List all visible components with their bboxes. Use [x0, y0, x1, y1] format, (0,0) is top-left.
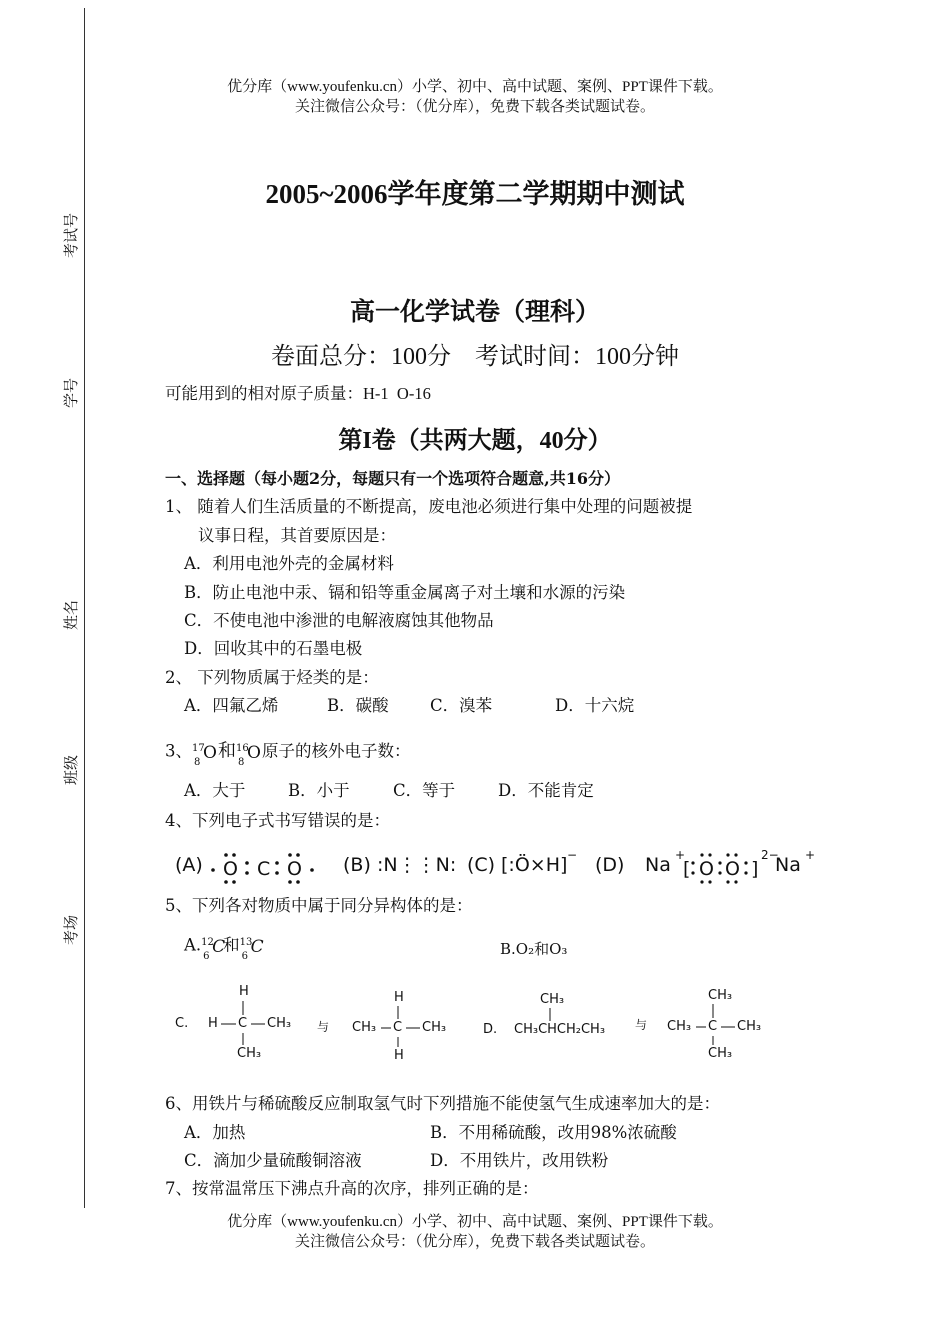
q5-stem: 5、下列各对物质中属于同分异构体的是： [165, 896, 473, 915]
q3-option-d: D．不能肯定 [498, 781, 594, 800]
q1-option-a: A．利用电池外壳的金属材料 [184, 554, 394, 573]
q3-prefix: 3、 [165, 741, 192, 761]
q5-c1-ch3-bottom: CH₃ [237, 1046, 262, 1061]
svg-text:]: ] [751, 858, 759, 880]
q5-d2-ch3-bottom: CH₃ [708, 1046, 733, 1061]
q4-a-label: (A) [175, 854, 203, 876]
q1-stem-line-2: 议事日程，其首要原因是： [198, 526, 396, 545]
isotope-o17: 17 8 O [192, 743, 217, 768]
q4-b-label: (B) [343, 854, 371, 876]
svg-text:O: O [287, 858, 302, 880]
q5-c1-c: C [238, 1016, 248, 1031]
q5-d1-ch3-top: CH₃ [540, 992, 565, 1007]
q5-c2-h-bottom: H [394, 1048, 404, 1063]
q6-option-c: C．滴加少量硫酸铜溶液 [184, 1151, 362, 1170]
q5-d2-ch3-right: CH₃ [737, 1019, 762, 1034]
svg-text:O: O [699, 858, 714, 880]
q1-option-d: D．回收其中的石墨电极 [184, 639, 363, 658]
q4-electron-formulas [175, 848, 815, 888]
q6-option-a: A．加热 [184, 1123, 246, 1142]
name-label: 姓名 [62, 599, 80, 630]
q2-option-d: D．十六烷 [555, 696, 635, 715]
class-label: 班级 [62, 754, 80, 785]
q5-d-label: D. [483, 1022, 498, 1037]
q5-c2-ch3-right: CH₃ [422, 1020, 447, 1035]
q5-d2-bonds [170, 982, 790, 1062]
subtitle: 高一化学试卷（理科） [349, 299, 600, 326]
footer-line-2: 关注微信公众号：（优分库），免费下载各类试题试卷。 [294, 1234, 655, 1250]
q4-d-na-right: Na [775, 854, 801, 876]
q5-option-a: A. 12 6 C 和 13 6 C [184, 935, 264, 962]
isotope-o16: 16 8 O [236, 743, 261, 768]
q4-d-peroxide-structure [683, 848, 761, 888]
q3-conj: 和 [218, 740, 236, 762]
q4-c-formula: [:Ö×H] [501, 854, 568, 876]
q3-option-b: B．小于 [288, 781, 350, 800]
q5-c2-c: C [393, 1020, 403, 1035]
q5-c1-h-top: H [239, 984, 249, 999]
svg-text:C: C [257, 858, 271, 880]
q7-stem: 7、按常温常压下沸点升高的次序，排列正确的是： [165, 1179, 539, 1198]
q4-d-plus-left: + [675, 848, 686, 862]
exam-info: 卷面总分：100分 考试时间：100分钟 [271, 344, 679, 370]
q3-stem-text: 原子的核外电子数： [262, 741, 411, 761]
q5-d1-chain: CH₃CHCH₂CH₃ [514, 1022, 606, 1037]
student-number-label: 学号 [62, 377, 80, 408]
q5-c-label: C. [175, 1016, 189, 1031]
q4-c-label: (C) [467, 854, 496, 876]
q4-stem: 4、下列电子式书写错误的是： [165, 811, 390, 830]
q5-c2-ch3-left: CH₃ [352, 1020, 377, 1035]
q5-d-and: 与 [635, 1018, 648, 1032]
q5-c-and: 与 [317, 1020, 330, 1034]
part-title: 第I卷（共两大题，40分） [338, 428, 612, 454]
header-line-1: 优分库（www.youfenku.cn）小学、初中、高中试题、案例、PPT课件下载。 [227, 79, 723, 95]
q4-d-na-left: Na [645, 854, 671, 876]
svg-text:[: [ [683, 858, 691, 880]
exam-number-label: 考试号 [62, 212, 80, 258]
q2-option-c: C．溴苯 [430, 696, 493, 715]
q3-option-c: C．等于 [393, 781, 456, 800]
q1-option-b: B．防止电池中汞、镉和铅等重金属离子对土壤和水源的污染 [184, 583, 626, 602]
q2-option-b: B．碳酸 [327, 696, 389, 715]
q2-stem: 2、 下列物质属于烃类的是： [165, 668, 379, 687]
q2-option-a: A．四氟乙烯 [184, 696, 279, 715]
q5-d2-c: C [708, 1019, 718, 1034]
q6-option-b: B．不用稀硫酸，改用98%浓硫酸 [430, 1123, 677, 1142]
q4-d-plus-right: + [805, 848, 816, 862]
footer-line-1: 优分库（www.youfenku.cn）小学、初中、高中试题、案例、PPT课件下载。 [227, 1214, 723, 1230]
header-line-2: 关注微信公众号：（优分库），免费下载各类试题试卷。 [294, 99, 655, 115]
exam-room-label: 考场 [62, 914, 80, 945]
q4-a-co2-structure [209, 848, 319, 888]
q5-c1-ch3-right: CH₃ [267, 1016, 292, 1031]
section-1-heading: 一、选择题（每小题2分，每题只有一个选项符合题意,共16分） [165, 469, 620, 488]
q5-c2-h-top: H [394, 990, 404, 1005]
q5-option-b: B.O₂和O₃ [500, 940, 568, 958]
q3-stem [165, 740, 411, 768]
q1-option-c: C．不使电池中渗泄的电解液腐蚀其他物品 [184, 611, 494, 630]
q3-option-a: A．大于 [184, 781, 246, 800]
svg-text:O: O [223, 858, 238, 880]
q5-d2-ch3-top: CH₃ [708, 988, 733, 1003]
q5-d2-ch3-left: CH₃ [667, 1019, 692, 1034]
svg-text:O: O [725, 858, 740, 880]
q5-structures [170, 982, 810, 1062]
atomic-mass-note: 可能用到的相对原子质量：H-1 O-16 [165, 384, 431, 403]
q6-option-d: D．不用铁片，改用铁粉 [430, 1151, 609, 1170]
q4-c-charge: − [567, 848, 578, 862]
q5-c1-h-left: H [208, 1016, 218, 1031]
q6-stem: 6、用铁片与稀硫酸反应制取氢气时下列措施不能使氢气生成速率加大的是： [165, 1094, 720, 1113]
q4-d-label: (D) [595, 854, 625, 876]
q4-d-charge: 2− [761, 848, 779, 862]
page-title: 2005~2006学年度第二学期期中测试 [265, 179, 685, 209]
q1-stem-line-1: 1、 随着人们生活质量的不断提高，废电池必须进行集中处理的问题被提 [165, 497, 693, 516]
q4-b-formula: :N⋮⋮N: [377, 854, 457, 876]
